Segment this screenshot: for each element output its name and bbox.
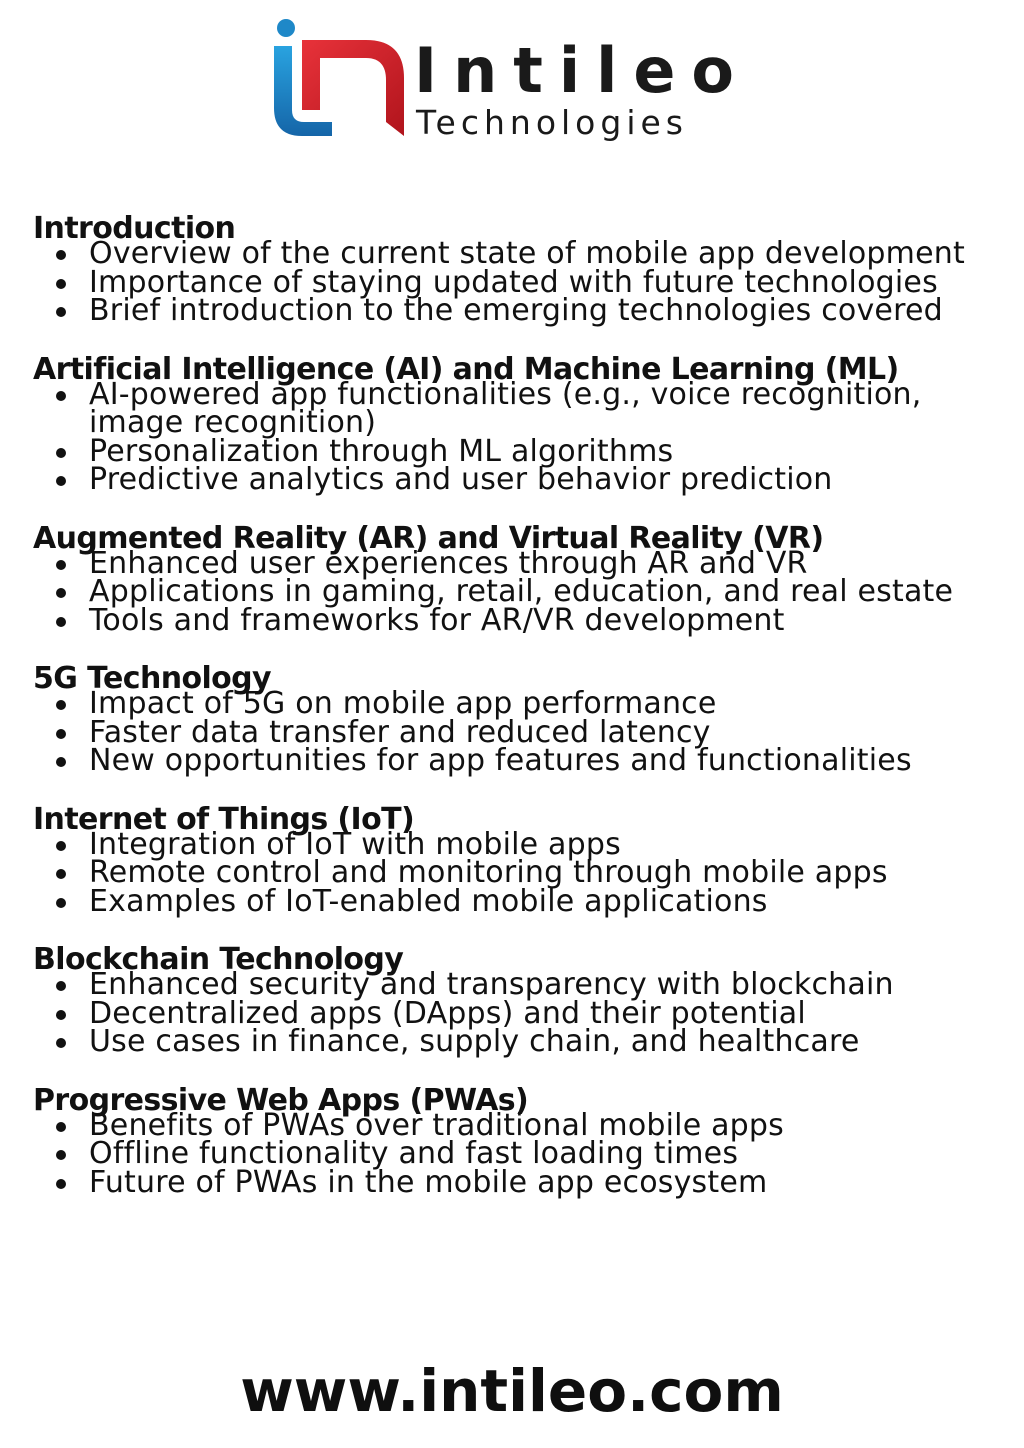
bullet-item: AI-powered app functionalities (e.g., voice recognition, image recognition) [33,381,993,438]
bullet-list [33,826,993,919]
bullet-item: Importance of staying updated with future technologies [33,269,993,298]
bullet-item: Enhanced security and transparency with blockchain [33,971,993,1000]
bullet-list [33,376,993,497]
section-heading: 5G Technology [33,661,272,696]
section-5g [33,662,993,776]
intileo-logo-icon [268,18,414,148]
bullet-item: Benefits of PWAs over traditional mobile apps [33,1112,993,1141]
section-introduction [33,212,993,326]
section-heading: Augmented Reality (AR) and Virtual Reality (VR) [33,520,824,556]
bullet-item: New opportunities for app features and functionalities [33,747,993,776]
website-link[interactable]: www.intileo.com [240,1357,784,1425]
bullet-item: Brief introduction to the emerging technologies covered [33,297,993,326]
brand-name: Intileo [414,34,750,107]
document-body [33,212,993,1224]
bullet-list [33,545,993,638]
section-pwa [33,1084,993,1198]
bullet-item: Future of PWAs in the mobile app ecosystem [33,1169,993,1198]
section-heading: Artificial Intelligence (AI) and Machine Learning (ML) [33,351,899,387]
bullet-item: Predictive analytics and user behavior prediction [33,466,993,495]
section-blockchain [33,943,993,1057]
bullet-item: Decentralized apps (DApps) and their potential [33,1000,993,1029]
bullet-item: Impact of 5G on mobile app performance [33,690,993,719]
bullet-item: Offline functionality and fast loading times [33,1140,993,1169]
bullet-item: Faster data transfer and reduced latency [33,719,993,748]
section-iot [33,803,993,917]
brand-subtitle: Technologies [416,103,688,142]
bullet-item: Tools and frameworks for AR/VR development [33,607,993,636]
section-heading: Internet of Things (IoT) [33,801,415,837]
bullet-item: Enhanced user experiences through AR and VR [33,550,993,579]
section-heading: Blockchain Technology [33,942,404,977]
bullet-list [33,686,993,778]
bullet-item: Integration of IoT with mobile apps [33,831,993,860]
brand-logo [268,18,768,148]
bullet-item: Use cases in finance, supply chain, and healthcare [33,1028,993,1057]
bullet-item: Applications in gaming, retail, education, and real estate [33,578,993,607]
bullet-list [33,236,993,328]
bullet-item: Examples of IoT-enabled mobile applications [33,888,993,917]
section-heading: Introduction [33,211,236,246]
bullet-list [33,1107,993,1200]
section-ai-ml [33,353,993,495]
bullet-list [33,967,993,1059]
bullet-item: Overview of the current state of mobile app development [33,240,993,269]
section-ar-vr [33,522,993,636]
bullet-item: Personalization through ML algorithms [33,438,993,467]
section-heading: Progressive Web Apps (PWAs) [33,1082,529,1118]
bullet-item: Remote control and monitoring through mobile apps [33,859,993,888]
